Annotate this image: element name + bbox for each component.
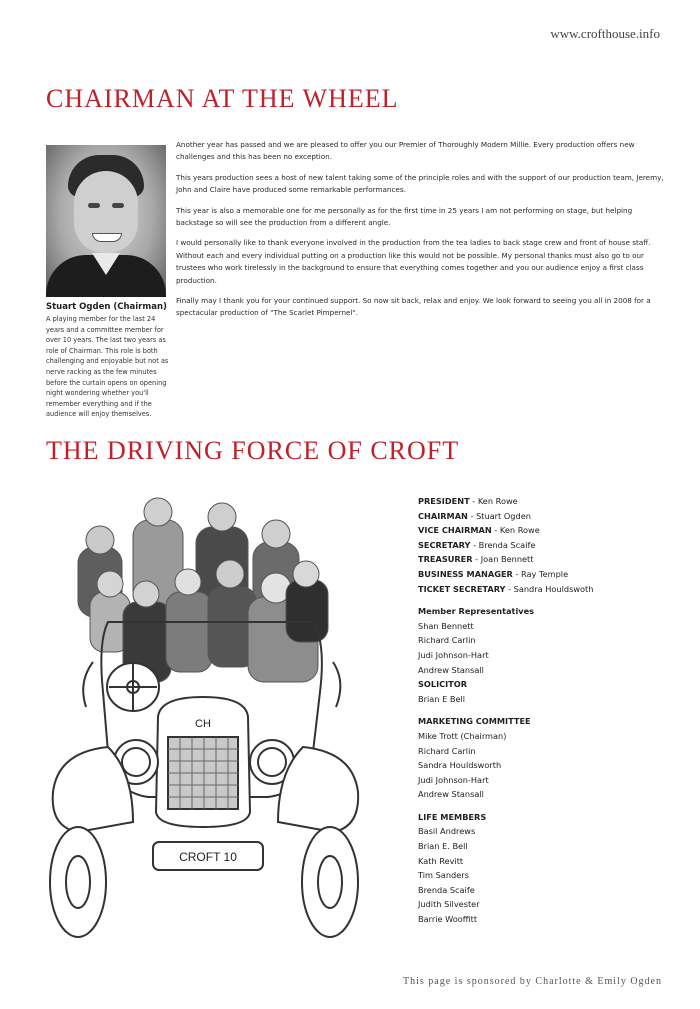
site-url: www.crofthouse.info xyxy=(550,26,660,41)
group-heading: LIFE MEMBERS xyxy=(418,811,487,822)
member-name: Brenda Scaife xyxy=(418,884,475,895)
officer-name: Joan Bennett xyxy=(480,554,534,565)
member-name: Kath Revitt xyxy=(418,855,464,866)
officer-role: TICKET SECRETARY xyxy=(418,583,506,594)
member-name: Brian E Bell xyxy=(418,693,466,704)
sponsor-footer: This page is sponsored by Charlotte & Emily Ogden xyxy=(403,976,662,987)
car-badge-text: CH xyxy=(195,718,211,730)
officer-role: PRESIDENT xyxy=(418,496,470,506)
member-name: Andrew Stansall xyxy=(418,664,484,675)
member-name: Barrie Wooffitt xyxy=(418,914,478,925)
caption-text: A playing member for the last 24 years and a committee member for over 10 years. The last two years as role of Chairman. This role is both challenging and enjoyable but not as nerve racking as the few minutes before the curtain opens on opening night wondering whether you'll remember everything and if the audience will enjoy themselves. xyxy=(46,315,169,419)
caption-name: Stuart Ogden (Chairman) xyxy=(46,302,167,312)
chairman-portrait-photo xyxy=(46,145,166,297)
group-heading: MARKETING COMMITTEE xyxy=(418,716,531,727)
member-name: Sandra Houldsworth xyxy=(418,760,502,771)
officer-name: Sandra Houldswoth xyxy=(513,583,594,594)
message-paragraph: Another year has passed and we are pleased to offer you our Premier of Thoroughly Modern Millie. Every production offers new challenges and this has been no exception. xyxy=(176,140,635,162)
officer-row: TICKET SECRETARY - Sandra Houldswoth xyxy=(418,583,594,594)
officer-name: Ray Temple xyxy=(521,568,569,579)
officer-name: Ken Rowe xyxy=(477,496,518,506)
life-members-group xyxy=(418,810,678,927)
officer-row: VICE CHAIRMAN - Ken Rowe xyxy=(418,525,540,536)
chairman-caption xyxy=(46,302,174,420)
driving-force-section-title: THE DRIVING FORCE OF CROFT xyxy=(46,436,460,465)
member-name: Judi Johnson-Hart xyxy=(418,649,489,660)
officer-role: SECRETARY xyxy=(418,539,471,550)
member-name: Richard Carlin xyxy=(418,745,476,756)
member-name: Richard Carlin xyxy=(418,635,476,646)
officer-role: BUSINESS MANAGER xyxy=(418,568,513,579)
member-representatives-group xyxy=(418,604,678,706)
officer-name: Stuart Ogden xyxy=(476,510,531,521)
license-plate-text: CROFT 10 xyxy=(179,850,237,864)
chairman-message xyxy=(176,139,666,328)
officer-name: Brenda Scaife xyxy=(478,539,536,550)
officer-row: TREASURER - Joan Bennett xyxy=(418,554,534,565)
chairman-section-title: CHAIRMAN AT THE WHEEL xyxy=(46,84,399,113)
officer-role: TREASURER xyxy=(418,554,473,565)
member-name: Tim Sanders xyxy=(418,870,469,881)
officer-role: CHAIRMAN xyxy=(418,510,468,521)
officer-row: CHAIRMAN - Stuart Ogden xyxy=(418,510,531,521)
message-paragraph: This years production sees a host of new talent taking some of the principle roles and with the support of our production team, Jeremy, John and Claire have produced some remarkable performances. xyxy=(176,172,664,195)
officer-row: PRESIDENT - Ken Rowe xyxy=(418,496,518,506)
officers-list xyxy=(418,494,678,927)
committee-group-photo xyxy=(78,498,328,682)
member-name: Basil Andrews xyxy=(418,826,476,837)
group-heading: SOLICITOR xyxy=(418,679,468,690)
marketing-committee-group xyxy=(418,714,678,802)
vintage-car-group-illustration xyxy=(38,492,368,947)
member-name: Brian E. Bell xyxy=(418,841,468,852)
member-name: Mike Trott (Chairman) xyxy=(418,730,507,741)
message-paragraph: This year is also a memorable one for me personally as for the first time in 25 years I am not performing on stage, but helping backstage so will see the production from a different angle. xyxy=(176,205,633,228)
member-name: Judith Silvester xyxy=(418,899,480,910)
officer-row: BUSINESS MANAGER - Ray Temple xyxy=(418,568,569,579)
member-name: Shan Bennett xyxy=(418,620,474,631)
officer-role: VICE CHAIRMAN xyxy=(418,525,492,536)
message-paragraph: I would personally like to thank everyone involved in the production from the tea ladies to back stage crew and front of house staff. Without each and every individual putting on a production like this would not be possible. My personal thanks must also go to our trustees who work tirelessly in the background to ensure that everything comes together and you our audience enjoy a first class production. xyxy=(176,238,651,285)
member-name: Andrew Stansall xyxy=(418,789,484,800)
officer-name: Ken Rowe xyxy=(499,525,540,536)
member-name: Judi Johnson-Hart xyxy=(418,774,489,785)
group-heading: Member Representatives xyxy=(418,606,535,617)
message-paragraph: Finally may I thank you for your continued support. So now sit back, relax and enjoy. We look forward to seeing you all in 2008 for a spectacular production of "The Scarlet Pimpernel". xyxy=(176,296,651,318)
officer-row: SECRETARY - Brenda Scaife xyxy=(418,539,536,550)
